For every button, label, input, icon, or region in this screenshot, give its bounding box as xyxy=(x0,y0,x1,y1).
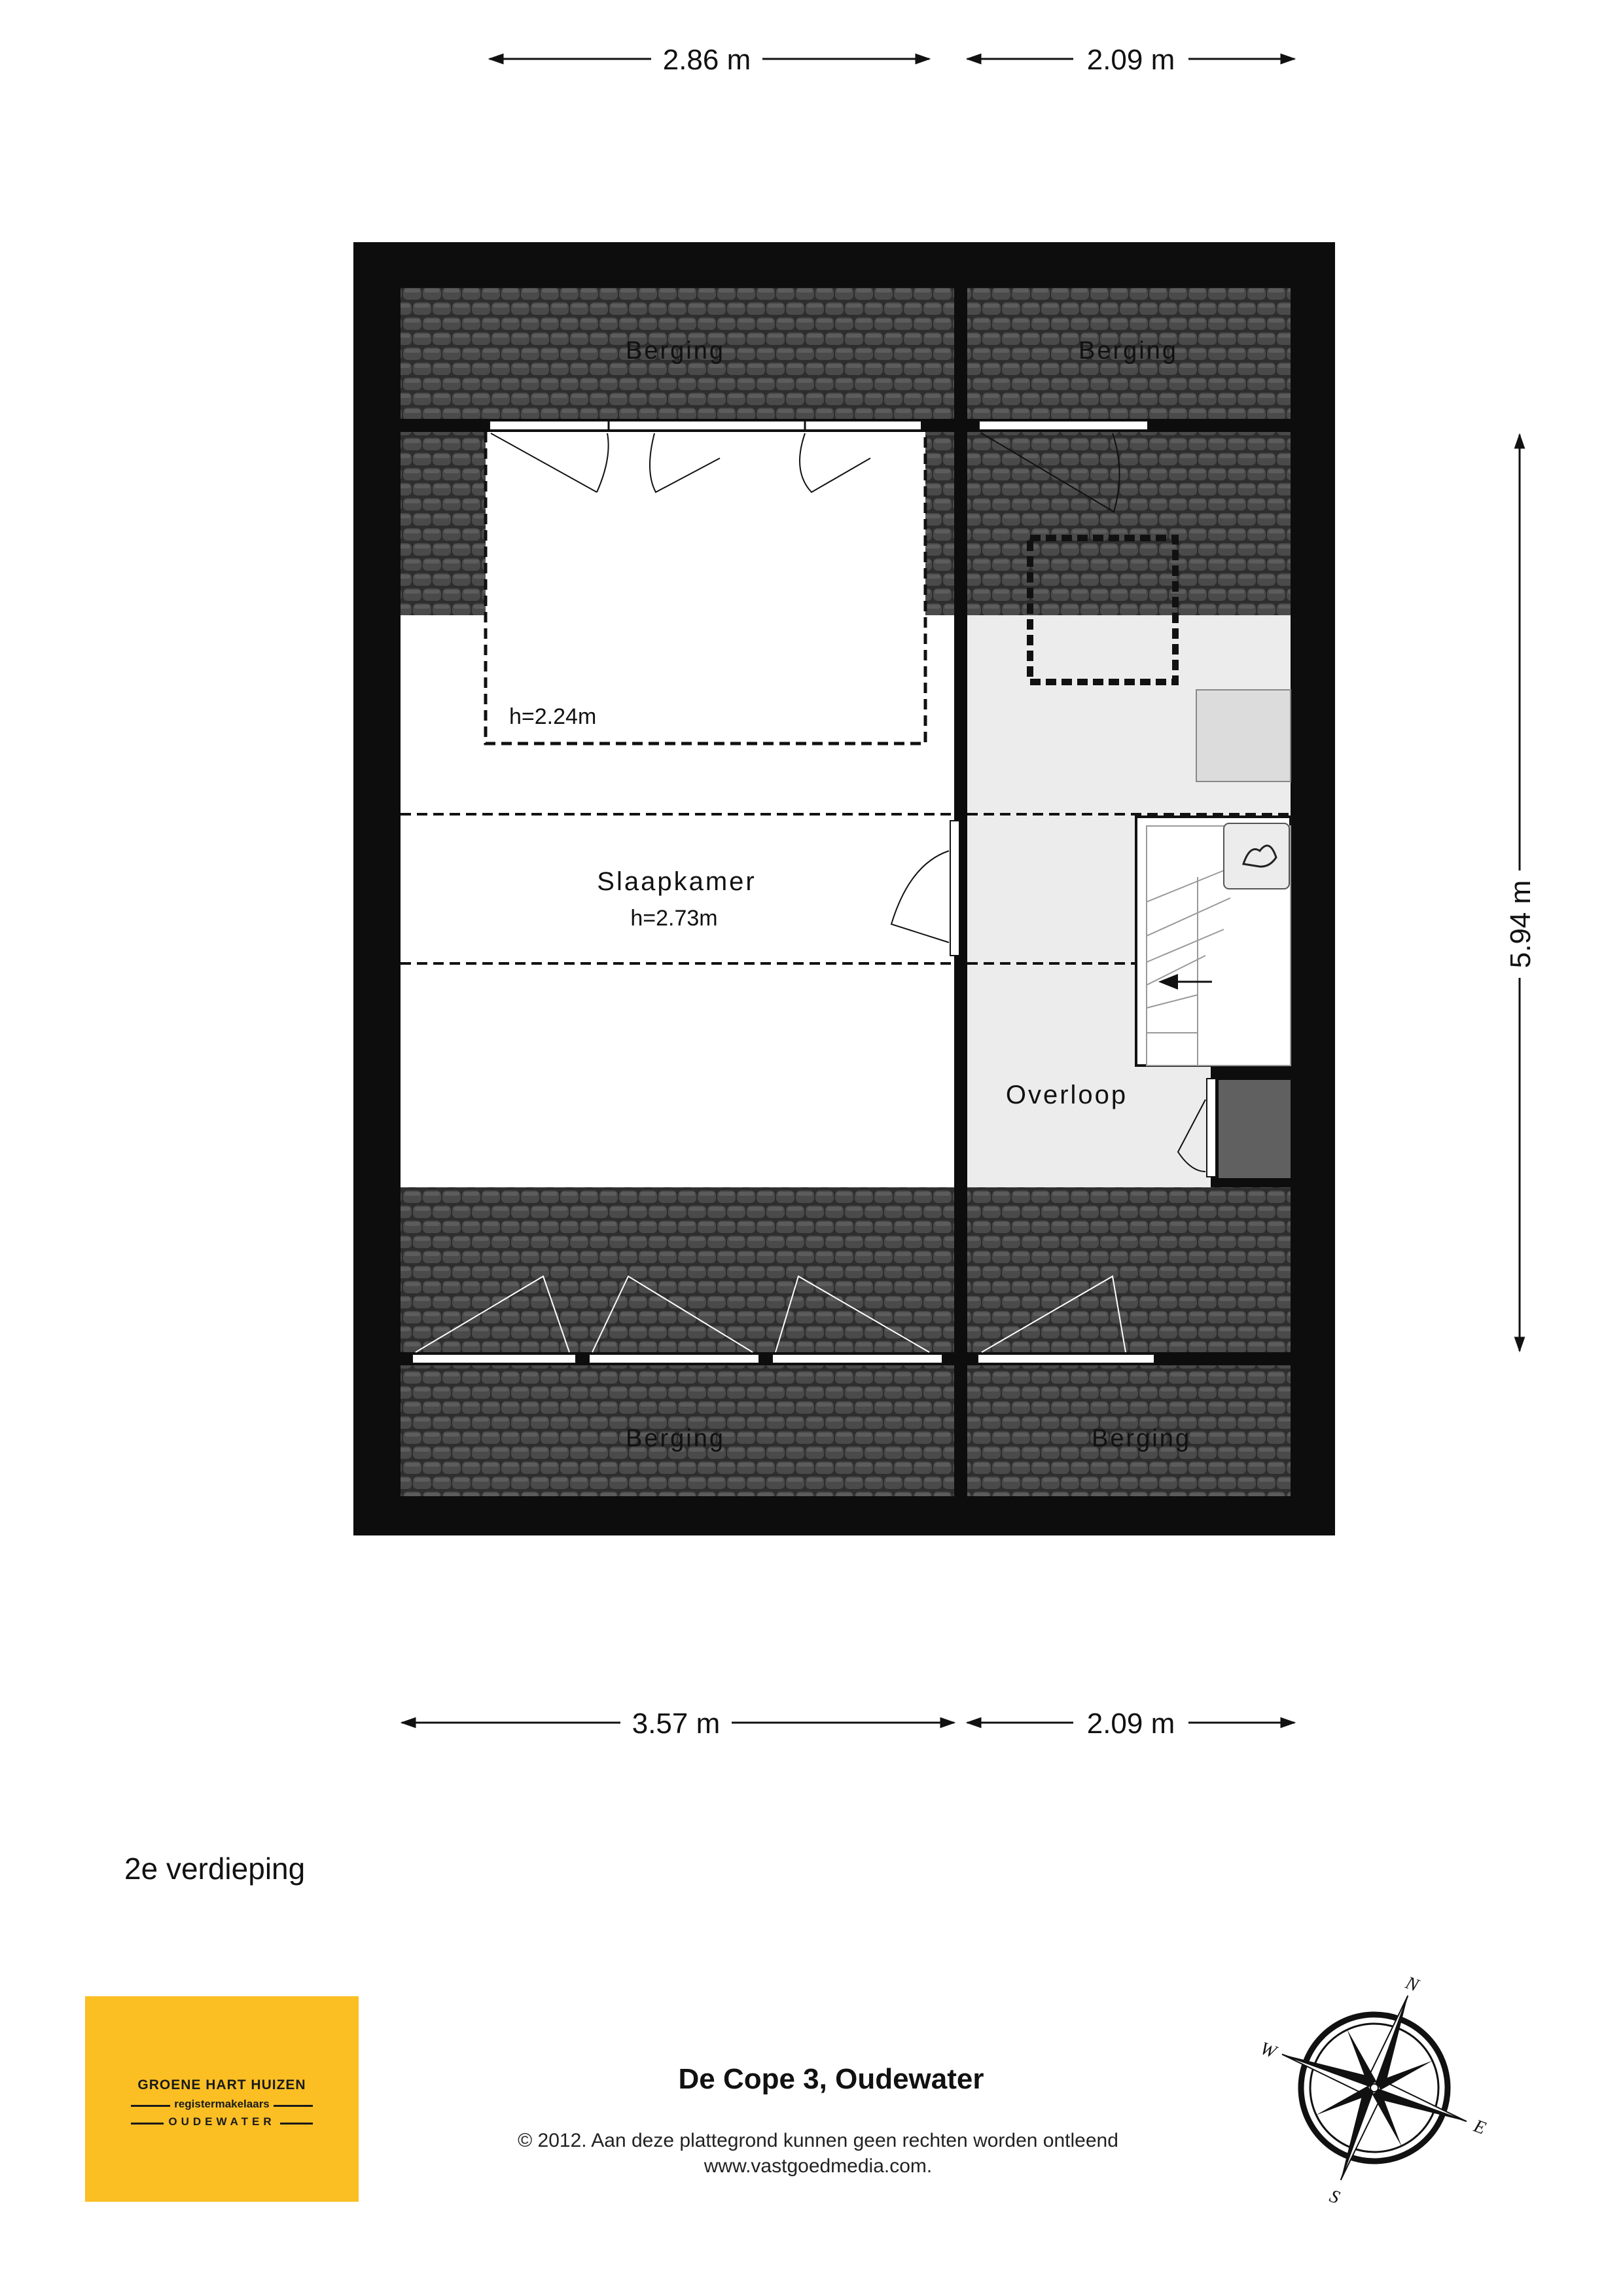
room-label-bedroom: Slaapkamer xyxy=(597,867,757,896)
dimension-label: 2.09 m xyxy=(1086,1708,1175,1740)
room-label-landing: Overloop xyxy=(1005,1081,1128,1109)
roof-tiles-bottom-left xyxy=(401,1187,954,1352)
dimension-bottom-right xyxy=(967,1708,1294,1740)
roof-tiles-bottom-right xyxy=(967,1187,1291,1352)
logo-rule xyxy=(280,2123,313,2125)
dimension-top-left xyxy=(490,44,929,76)
roof-tiles-landing-top xyxy=(967,432,1291,615)
property-address: De Cope 3, Oudewater xyxy=(678,2063,984,2095)
dimension-right-height xyxy=(1505,435,1537,1351)
compass-icon xyxy=(1218,1933,1526,2247)
bedroom-floor xyxy=(401,615,954,1187)
agency-logo xyxy=(85,1996,359,2202)
website-link[interactable]: www.vastgoedmedia.com. xyxy=(704,2155,933,2177)
dimension-top-right xyxy=(967,44,1294,76)
roof-tiles-bedroom-right xyxy=(925,432,954,615)
logo-name: GROENE HART HUIZEN xyxy=(137,2077,306,2092)
dimension-label: 3.57 m xyxy=(632,1708,721,1740)
logo-city: OUDEWATER xyxy=(168,2115,276,2128)
compass-north: N xyxy=(1402,1972,1421,1996)
dimension-label: 2.86 m xyxy=(662,44,751,76)
compass-west: W xyxy=(1257,2038,1279,2063)
logo-rule xyxy=(274,2105,313,2107)
copyright-notice: © 2012. Aan deze plattegrond kunnen geen rechten worden ontleend xyxy=(518,2130,1118,2151)
room-height-dormer: h=2.24m xyxy=(509,704,597,729)
roof-tiles-bedroom-left xyxy=(401,432,486,615)
compass-south: S xyxy=(1327,2185,1343,2208)
desk xyxy=(1196,690,1291,781)
dormer-floor xyxy=(486,432,925,615)
room-label-storage-bottom-left: Berging xyxy=(626,1425,725,1452)
room-height-bedroom: h=2.73m xyxy=(630,906,718,931)
dimension-label: 2.09 m xyxy=(1086,44,1175,76)
room-label-storage-top-left: Berging xyxy=(626,337,725,365)
compass-east: E xyxy=(1471,2115,1489,2139)
dimension-label: 5.94 m xyxy=(1505,880,1537,969)
dimension-bottom-left xyxy=(402,1708,954,1740)
room-label-storage-bottom-right: Berging xyxy=(1092,1425,1191,1452)
room-label-storage-top-right: Berging xyxy=(1079,337,1178,365)
staircase xyxy=(1136,817,1291,1066)
floor-label: 2e verdieping xyxy=(124,1852,306,1886)
logo-subtitle: registermakelaars xyxy=(174,2098,270,2110)
